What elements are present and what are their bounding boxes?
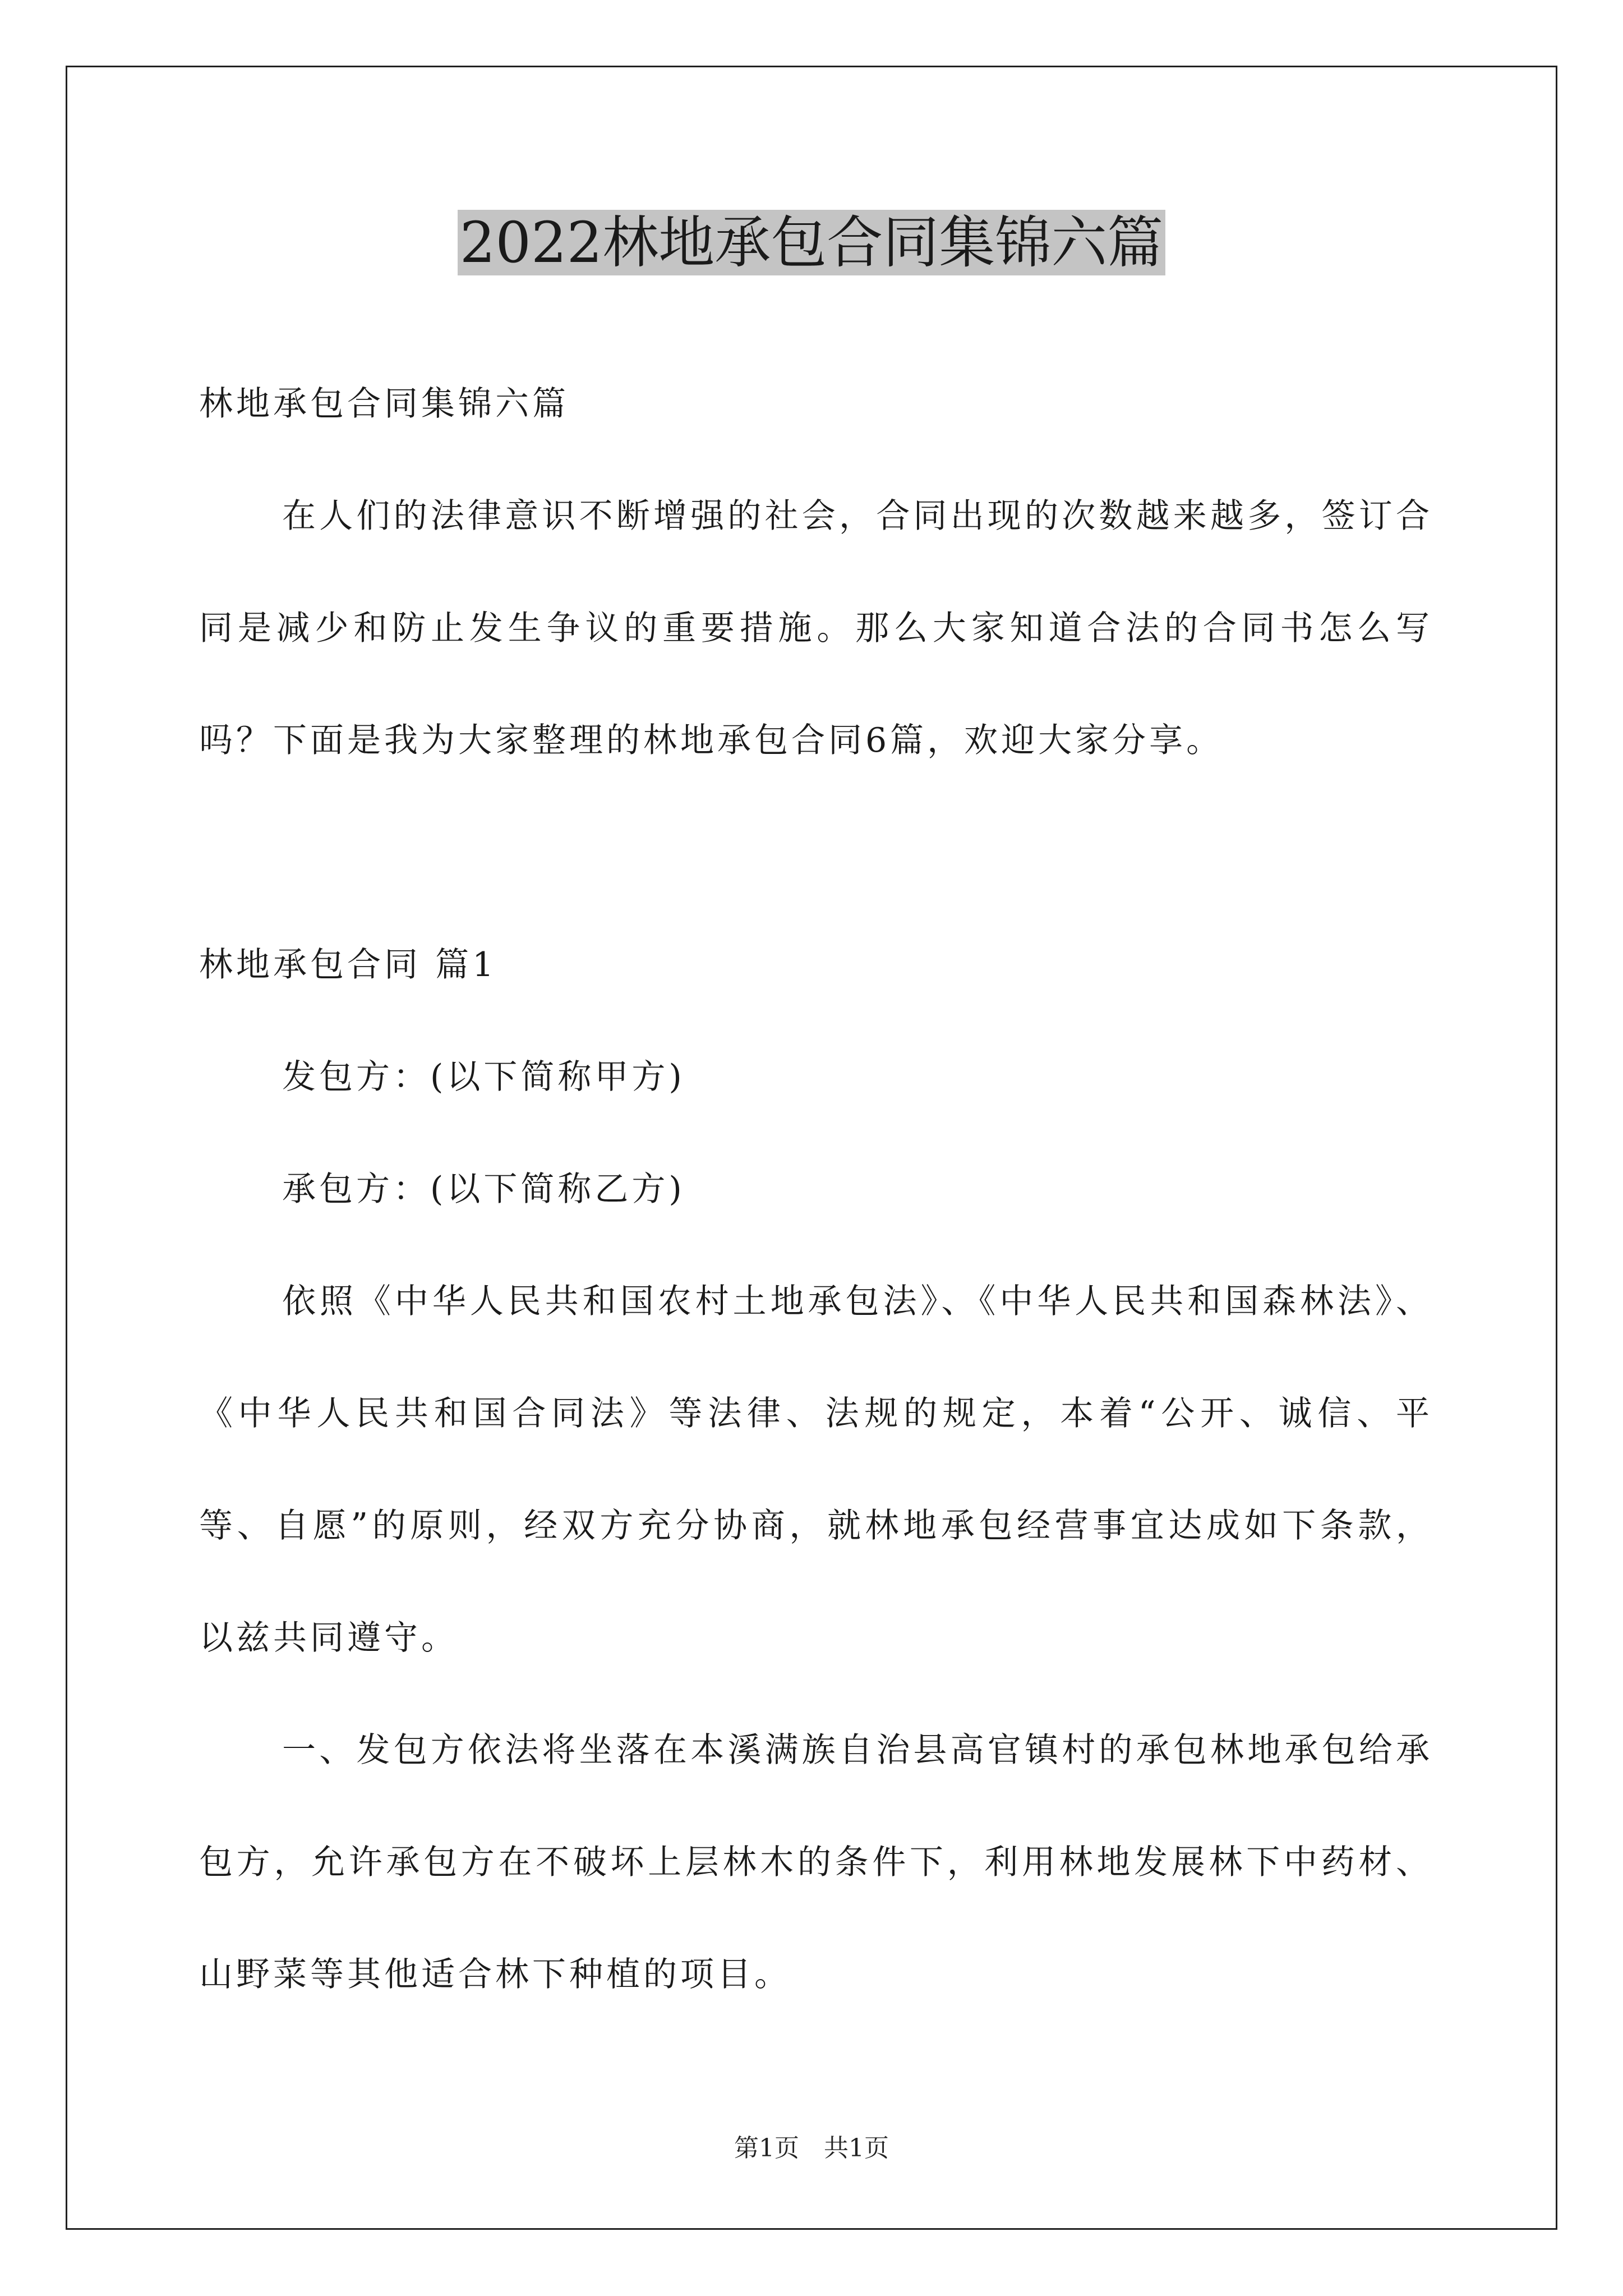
legal-basis-paragraph: 依照《中华人民共和国农村土地承包法》、《中华人民共和国森林法》、《中华人民共和国合同法》等法律、法规的规定，本着“公开、诚信、平等、自愿”的原则，经双方充分协商，就林地承包经营事宜达成如下条款，以兹共同遵守。 — [199, 1282, 1433, 1658]
document-title — [0, 206, 1623, 279]
page-footer: 第1页 共1页 — [734, 2134, 889, 2162]
clause-1-paragraph: 一、发包方依法将坐落在本溪满族自治县高官镇村的承包林地承包给承包方，允许承包方在不破坏上层林木的条件下，利用林地发展林下中药材、山野菜等其他适合林下种植的项目。 — [199, 1731, 1433, 1994]
document-body — [199, 348, 1433, 2031]
party-a-line: 发包方：(以下简称甲方) — [282, 1057, 685, 1097]
document-title-text: 2022林地承包合同集锦六篇 — [458, 210, 1166, 275]
party-b-line: 承包方：(以下简称乙方) — [282, 1170, 685, 1209]
intro-paragraph: 在人们的法律意识不断增强的社会，合同出现的次数越来越多，签订合同是减少和防止发生争议的重要措施。那么大家知道合法的合同书怎么写吗？下面是我为大家整理的林地承包合同6篇，欢迎大家分享。 — [199, 496, 1433, 760]
document-subtitle: 林地承包合同集锦六篇 — [199, 384, 569, 424]
section-heading: 林地承包合同 篇1 — [199, 945, 497, 984]
